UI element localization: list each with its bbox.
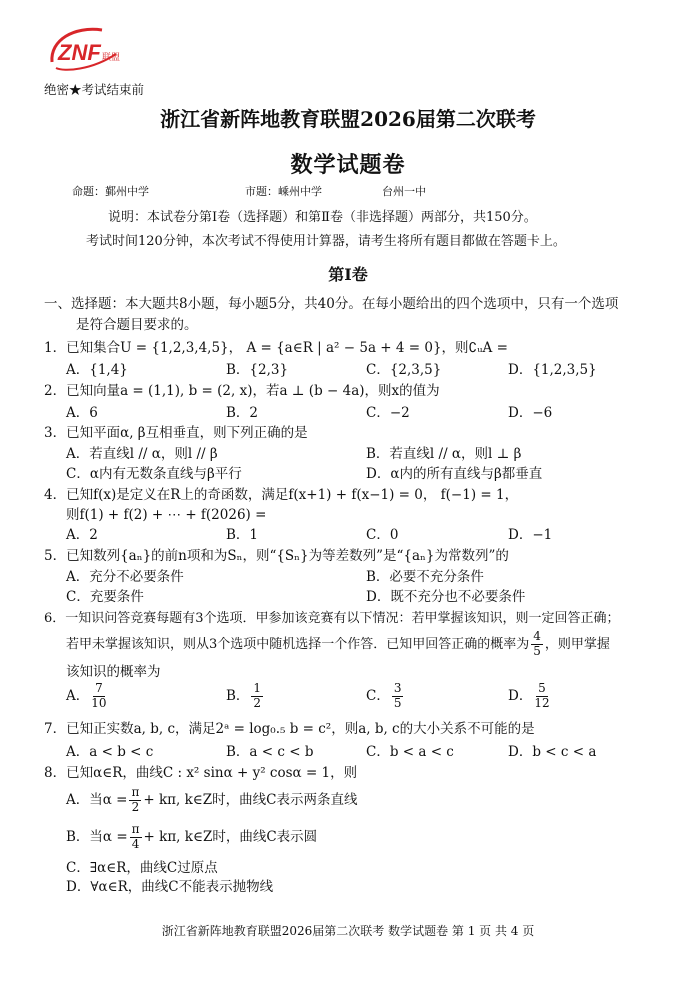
question-3-option-a: A．若直线l // α，则l // β [66, 446, 218, 462]
question-3-option-d: D．α内的所有直线与β都垂直 [366, 466, 543, 482]
question-4-option-d: D．−1 [508, 527, 553, 543]
logo-text: ZNF [58, 40, 101, 65]
question-5-stem: 5．已知数列{aₙ}的前n项和为Sₙ，则“{Sₙ}为等差数列”是“{aₙ}为常数列”的 [44, 548, 509, 564]
meta-author-3: 台州一中 [382, 185, 426, 198]
question-8-stem: 8．已知α∈R，曲线C : x² sinα + y² cosα = 1，则 [44, 765, 358, 781]
question-7-stem: 7．已知正实数a, b, c，满足2ᵃ = log₀.₅ b = c²，则a, b, c的大小关系不可能的是 [44, 721, 535, 737]
question-8-option-a: A．当α = $\frac{\pi}{2}$ + kπ, k∈Z时，曲线C表示两条直线 [66, 785, 358, 814]
exam-subtitle: 数学试题卷 [290, 152, 406, 178]
question-6-stem-line2: 若甲未掌握该知识，则从3个选项中随机选择一个作答．已知甲回答正确的概率为 $\frac{4}{5}$ ，则甲掌握 [66, 629, 610, 658]
question-5-option-b: B．必要不充分条件 [366, 569, 484, 585]
question-7-option-d: D．b < c < a [508, 744, 597, 760]
question-6-stem-line1: 6．一知识问答竞赛每题有3个选项．甲参加该竞赛有以下情况：若甲掌握该知识，则一定回答正确； [44, 611, 620, 626]
question-7-option-b: B．a < c < b [226, 744, 314, 760]
question-2-stem: 2．已知向量a = (1,1), b = (2, x)，若a ⊥ (b − 4a)，则x的值为 [44, 383, 440, 399]
alliance-logo [44, 20, 130, 80]
question-4-option-c: C．0 [366, 527, 399, 543]
question-6-stem-line3: 该知识的概率为 [66, 664, 161, 680]
section-instruction-line2: 是符合题目要求的。 [76, 317, 198, 333]
question-2-option-c: C．−2 [366, 405, 410, 421]
exam-note-1: 说明：本试卷分第Ⅰ卷（选择题）和第Ⅱ卷（非选择题）两部分，共150分。 [108, 210, 537, 225]
question-1-option-b: B．{2,3} [226, 362, 289, 378]
question-6-option-a: A． $\frac{7}{10}$ [66, 681, 107, 710]
question-6-option-d: D． $\frac{5}{12}$ [508, 681, 550, 710]
question-4-option-a: A．2 [66, 527, 98, 543]
question-4-stem-line1: 4．已知f(x)是定义在R上的奇函数，满足f(x+1) + f(x−1) = 0， f(−1) = 1， [44, 487, 519, 503]
question-1-stem: 1．已知集合U = {1,2,3,4,5}， A = {a∈R | a² − 5a + 4 = 0}，则∁ᵤA = [44, 340, 508, 356]
question-5-option-a: A．充分不必要条件 [66, 569, 184, 585]
question-8-option-c: C．∃α∈R，曲线C过原点 [66, 860, 218, 876]
secret-label: 绝密★考试结束前 [44, 82, 145, 97]
question-4-stem-line2: 则f(1) + f(2) + ⋯ + f(2026) = [66, 507, 267, 523]
question-7-option-a: A．a < b < c [66, 744, 154, 760]
page-footer: 浙江省新阵地教育联盟2026届第二次联考 数学试题卷 第 1 页 共 4 页 [161, 924, 535, 938]
question-2-option-d: D．−6 [508, 405, 553, 421]
question-6-option-c: C． $\frac{3}{5}$ [366, 681, 402, 710]
question-1-option-a: A．{1,4} [66, 362, 128, 378]
question-5-option-d: D．既不充分也不必要条件 [366, 589, 526, 605]
meta-author-1: 命题：鄞州中学 [72, 185, 149, 198]
volume-heading: 第Ⅰ卷 [328, 265, 368, 284]
section-instruction-line1: 一、选择题：本大题共8小题，每小题5分，共40分。在每小题给出的四个选项中，只有一个选项 [44, 296, 619, 312]
question-8-option-b: B．当α = $\frac{\pi}{4}$ + kπ, k∈Z时，曲线C表示圆 [66, 822, 318, 851]
question-6-option-b: B． $\frac{1}{2}$ [226, 681, 262, 710]
svg-text:联盟: 联盟 [102, 53, 121, 63]
question-3-option-c: C．α内有无数条直线与β平行 [66, 466, 242, 482]
question-1-option-c: C．{2,3,5} [366, 362, 442, 378]
question-3-option-b: B．若直线l // α，则l ⊥ β [366, 446, 522, 462]
question-4-option-b: B．1 [226, 527, 259, 543]
question-5-option-c: C．充要条件 [66, 589, 144, 605]
question-1-option-d: D．{1,2,3,5} [508, 362, 597, 378]
exam-title: 浙江省新阵地教育联盟2026届第二次联考 [160, 107, 536, 131]
question-3-stem: 3．已知平面α, β互相垂直，则下列正确的是 [44, 425, 308, 441]
question-6-probability-fraction: $\frac{4}{5}$ [533, 629, 541, 658]
exam-note-2: 考试时间120分钟，本次考试不得使用计算器，请考生将所有题目都做在答题卡上。 [86, 234, 566, 249]
meta-author-2: 市题：嵊州中学 [245, 185, 322, 198]
question-8-option-d: D．∀α∈R，曲线C不能表示抛物线 [66, 879, 274, 895]
question-7-option-c: C．b < a < c [366, 744, 454, 760]
question-2-option-b: B．2 [226, 405, 259, 421]
question-2-option-a: A．6 [66, 405, 98, 421]
